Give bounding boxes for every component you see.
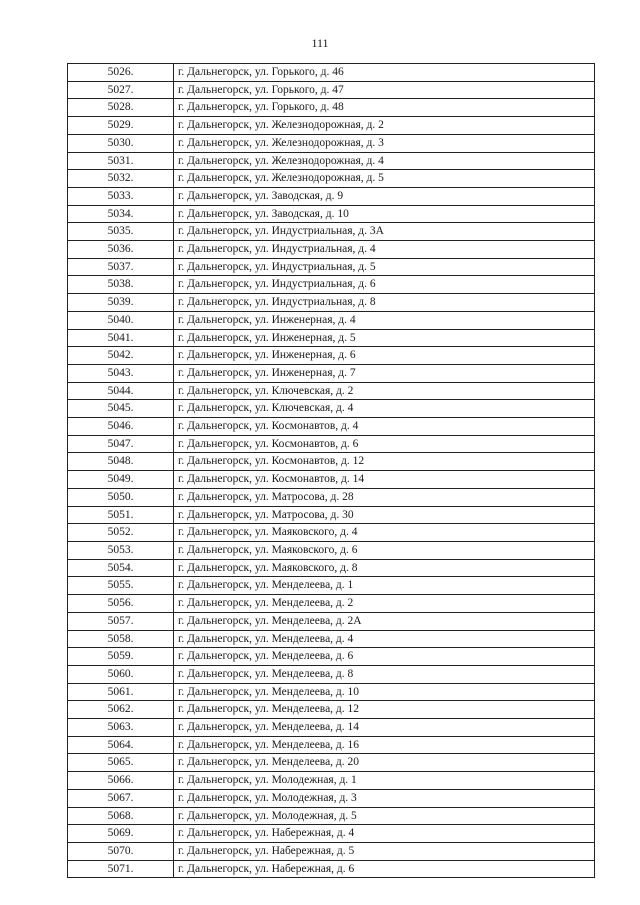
table-row [68, 64, 595, 82]
row-number: 5061. [68, 683, 174, 701]
row-address: г. Дальнегорск, ул. Менделеева, д. 10 [174, 683, 595, 701]
row-address: г. Дальнегорск, ул. Железнодорожная, д. 2 [174, 117, 595, 135]
table-row [68, 683, 595, 701]
row-number: 5040. [68, 311, 174, 329]
row-number: 5043. [68, 364, 174, 382]
row-address: г. Дальнегорск, ул. Космонавтов, д. 6 [174, 435, 595, 453]
row-number: 5038. [68, 276, 174, 294]
row-address: г. Дальнегорск, ул. Молодежная, д. 1 [174, 772, 595, 790]
table-row [68, 294, 595, 312]
table-row [68, 506, 595, 524]
row-number: 5069. [68, 825, 174, 843]
table-row [68, 754, 595, 772]
row-number: 5046. [68, 418, 174, 436]
row-address: г. Дальнегорск, ул. Ключевская, д. 4 [174, 400, 595, 418]
row-address: г. Дальнегорск, ул. Молодежная, д. 5 [174, 807, 595, 825]
table-row [68, 630, 595, 648]
table-row [68, 418, 595, 436]
row-address: г. Дальнегорск, ул. Менделеева, д. 20 [174, 754, 595, 772]
table-row [68, 595, 595, 613]
row-number: 5050. [68, 488, 174, 506]
row-address: г. Дальнегорск, ул. Горького, д. 46 [174, 64, 595, 82]
table-row [68, 187, 595, 205]
row-number: 5070. [68, 842, 174, 860]
row-number: 5029. [68, 117, 174, 135]
row-address: г. Дальнегорск, ул. Индустриальная, д. 8 [174, 294, 595, 312]
row-number: 5030. [68, 134, 174, 152]
row-number: 5048. [68, 453, 174, 471]
row-number: 5031. [68, 152, 174, 170]
table-row [68, 99, 595, 117]
row-address: г. Дальнегорск, ул. Набережная, д. 6 [174, 860, 595, 878]
row-number: 5039. [68, 294, 174, 312]
table-row [68, 311, 595, 329]
table-row [68, 860, 595, 878]
row-address: г. Дальнегорск, ул. Индустриальная, д. 6 [174, 276, 595, 294]
row-number: 5068. [68, 807, 174, 825]
row-address: г. Дальнегорск, ул. Матросова, д. 28 [174, 488, 595, 506]
row-address: г. Дальнегорск, ул. Набережная, д. 5 [174, 842, 595, 860]
table-row [68, 789, 595, 807]
row-number: 5071. [68, 860, 174, 878]
table-row [68, 842, 595, 860]
row-address: г. Дальнегорск, ул. Маяковского, д. 8 [174, 559, 595, 577]
row-address: г. Дальнегорск, ул. Ключевская, д. 2 [174, 382, 595, 400]
row-address: г. Дальнегорск, ул. Набережная, д. 4 [174, 825, 595, 843]
table-row [68, 81, 595, 99]
table-row [68, 152, 595, 170]
row-address: г. Дальнегорск, ул. Менделеева, д. 12 [174, 701, 595, 719]
row-address: г. Дальнегорск, ул. Железнодорожная, д. 5 [174, 170, 595, 188]
table-row [68, 205, 595, 223]
table-row [68, 736, 595, 754]
table-row [68, 701, 595, 719]
row-number: 5042. [68, 347, 174, 365]
row-address: г. Дальнегорск, ул. Менделеева, д. 16 [174, 736, 595, 754]
table-row [68, 807, 595, 825]
row-number: 5056. [68, 595, 174, 613]
row-address: г. Дальнегорск, ул. Горького, д. 48 [174, 99, 595, 117]
table-row [68, 559, 595, 577]
row-number: 5065. [68, 754, 174, 772]
row-address: г. Дальнегорск, ул. Индустриальная, д. 5 [174, 258, 595, 276]
row-number: 5067. [68, 789, 174, 807]
row-number: 5059. [68, 648, 174, 666]
row-number: 5026. [68, 64, 174, 82]
row-address: г. Дальнегорск, ул. Железнодорожная, д. 3 [174, 134, 595, 152]
row-number: 5057. [68, 612, 174, 630]
table-row [68, 648, 595, 666]
table-row [68, 117, 595, 135]
table-row [68, 665, 595, 683]
table-row [68, 471, 595, 489]
table-row [68, 524, 595, 542]
row-number: 5064. [68, 736, 174, 754]
row-number: 5062. [68, 701, 174, 719]
row-address: г. Дальнегорск, ул. Менделеева, д. 8 [174, 665, 595, 683]
table-row [68, 541, 595, 559]
row-number: 5049. [68, 471, 174, 489]
row-address: г. Дальнегорск, ул. Матросова, д. 30 [174, 506, 595, 524]
row-number: 5028. [68, 99, 174, 117]
table-row [68, 577, 595, 595]
table-row [68, 134, 595, 152]
row-number: 5044. [68, 382, 174, 400]
table-row [68, 772, 595, 790]
table-row [68, 223, 595, 241]
table-row [68, 241, 595, 259]
row-address: г. Дальнегорск, ул. Менделеева, д. 2 [174, 595, 595, 613]
address-table [67, 63, 595, 878]
table-row [68, 276, 595, 294]
row-address: г. Дальнегорск, ул. Заводская, д. 10 [174, 205, 595, 223]
row-address: г. Дальнегорск, ул. Заводская, д. 9 [174, 187, 595, 205]
row-address: г. Дальнегорск, ул. Менделеева, д. 14 [174, 719, 595, 737]
row-number: 5052. [68, 524, 174, 542]
table-row [68, 825, 595, 843]
table-row [68, 364, 595, 382]
row-number: 5041. [68, 329, 174, 347]
row-number: 5060. [68, 665, 174, 683]
row-number: 5053. [68, 541, 174, 559]
row-address: г. Дальнегорск, ул. Инженерная, д. 7 [174, 364, 595, 382]
row-number: 5027. [68, 81, 174, 99]
row-number: 5063. [68, 719, 174, 737]
row-number: 5051. [68, 506, 174, 524]
row-address: г. Дальнегорск, ул. Менделеева, д. 2А [174, 612, 595, 630]
row-address: г. Дальнегорск, ул. Маяковского, д. 4 [174, 524, 595, 542]
row-number: 5055. [68, 577, 174, 595]
table-row [68, 170, 595, 188]
table-row [68, 612, 595, 630]
row-address: г. Дальнегорск, ул. Инженерная, д. 6 [174, 347, 595, 365]
row-address: г. Дальнегорск, ул. Молодежная, д. 3 [174, 789, 595, 807]
row-address: г. Дальнегорск, ул. Инженерная, д. 5 [174, 329, 595, 347]
row-address: г. Дальнегорск, ул. Маяковского, д. 6 [174, 541, 595, 559]
row-address: г. Дальнегорск, ул. Горького, д. 47 [174, 81, 595, 99]
table-row [68, 382, 595, 400]
row-number: 5037. [68, 258, 174, 276]
address-table-body [68, 64, 595, 878]
table-row [68, 719, 595, 737]
row-number: 5047. [68, 435, 174, 453]
table-row [68, 329, 595, 347]
row-address: г. Дальнегорск, ул. Космонавтов, д. 12 [174, 453, 595, 471]
row-number: 5033. [68, 187, 174, 205]
row-address: г. Дальнегорск, ул. Космонавтов, д. 14 [174, 471, 595, 489]
row-number: 5045. [68, 400, 174, 418]
row-address: г. Дальнегорск, ул. Индустриальная, д. 4 [174, 241, 595, 259]
row-number: 5032. [68, 170, 174, 188]
row-address: г. Дальнегорск, ул. Железнодорожная, д. 4 [174, 152, 595, 170]
table-row [68, 488, 595, 506]
table-row [68, 258, 595, 276]
table-row [68, 347, 595, 365]
row-address: г. Дальнегорск, ул. Индустриальная, д. 3А [174, 223, 595, 241]
table-row [68, 453, 595, 471]
row-number: 5035. [68, 223, 174, 241]
row-number: 5036. [68, 241, 174, 259]
row-number: 5066. [68, 772, 174, 790]
row-address: г. Дальнегорск, ул. Менделеева, д. 1 [174, 577, 595, 595]
row-address: г. Дальнегорск, ул. Инженерная, д. 4 [174, 311, 595, 329]
row-number: 5054. [68, 559, 174, 577]
row-address: г. Дальнегорск, ул. Менделеева, д. 4 [174, 630, 595, 648]
table-row [68, 400, 595, 418]
page-number: 111 [311, 36, 329, 50]
row-address: г. Дальнегорск, ул. Космонавтов, д. 4 [174, 418, 595, 436]
row-address: г. Дальнегорск, ул. Менделеева, д. 6 [174, 648, 595, 666]
row-number: 5034. [68, 205, 174, 223]
row-number: 5058. [68, 630, 174, 648]
table-row [68, 435, 595, 453]
